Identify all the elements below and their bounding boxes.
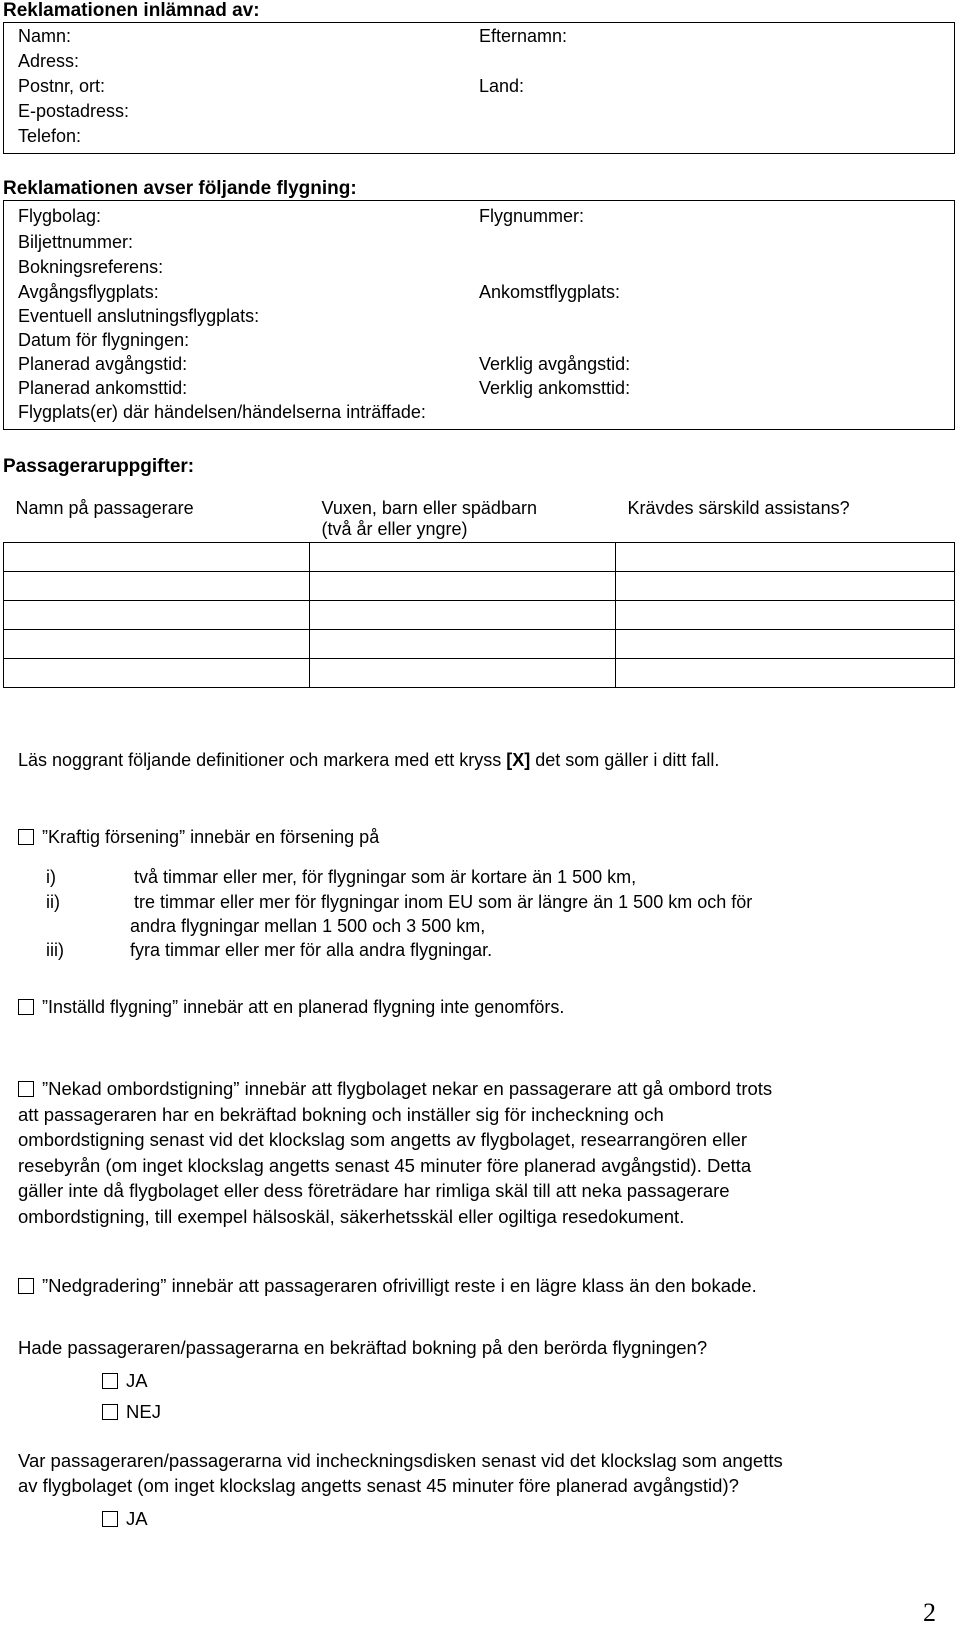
instructions-post: det som gäller i ditt fall. bbox=[530, 750, 720, 770]
delay-item-iii bbox=[46, 940, 492, 961]
complainant-heading: Reklamationen inlämnad av: bbox=[3, 0, 260, 21]
denied-definition bbox=[18, 1076, 953, 1230]
delay-checkbox[interactable] bbox=[18, 829, 34, 845]
country-label: Land: bbox=[479, 76, 525, 96]
q1-yes-label: JA bbox=[126, 1370, 148, 1391]
cancelled-rest: innebär att en planerad flygning inte genomförs. bbox=[178, 997, 565, 1017]
instructions-mark: [X] bbox=[506, 750, 531, 770]
cell-name[interactable] bbox=[4, 572, 310, 601]
q2-question-line1: Var passageraren/passagerarna vid incheckningsdisken senast vid det klockslag som angetts bbox=[18, 1450, 783, 1471]
cell-assist[interactable] bbox=[616, 543, 955, 572]
denied-line: att passageraren har en bekräftad bokning och inställer sig för incheckning och bbox=[18, 1103, 664, 1125]
address-label: Adress: bbox=[18, 51, 80, 71]
cell-name[interactable] bbox=[4, 659, 310, 688]
departure-airport-label: Avgångsflygplats: bbox=[18, 282, 159, 302]
q1-yes-option bbox=[102, 1370, 148, 1392]
email-label: E-postadress: bbox=[18, 101, 130, 121]
surname-label: Efternamn: bbox=[479, 26, 568, 46]
q2-yes-option bbox=[102, 1508, 148, 1530]
denied-line: ombordstigning, till exempel hälsoskäl, säkerhetsskäl eller ogiltiga resedokument. bbox=[18, 1205, 685, 1227]
q2-yes-label: JA bbox=[126, 1508, 148, 1529]
table-row bbox=[4, 601, 955, 630]
q1-no-checkbox[interactable] bbox=[102, 1404, 118, 1420]
downgrade-term: ”Nedgradering” bbox=[42, 1275, 167, 1296]
cell-name[interactable] bbox=[4, 630, 310, 659]
actual-departure-label: Verklig avgångstid: bbox=[479, 354, 631, 374]
cell-assist[interactable] bbox=[616, 601, 955, 630]
cell-type[interactable] bbox=[310, 630, 616, 659]
denied-line: gäller inte då flygbolaget eller dess företrädare har rimliga skäl till att neka passagerare bbox=[18, 1180, 730, 1202]
booking-ref-label: Bokningsreferens: bbox=[18, 257, 164, 277]
cell-type[interactable] bbox=[310, 659, 616, 688]
postal-label: Postnr, ort: bbox=[18, 76, 106, 96]
passenger-table bbox=[3, 496, 955, 688]
table-row bbox=[4, 543, 955, 572]
flight-heading: Reklamationen avser följande flygning: bbox=[3, 178, 357, 199]
phone-label: Telefon: bbox=[18, 126, 82, 146]
table-row bbox=[4, 630, 955, 659]
cell-type[interactable] bbox=[310, 572, 616, 601]
denied-line: resebyrån (om inget klockslag angetts senast 45 minuter före planerad avgångstid). Detta bbox=[18, 1154, 752, 1176]
denied-term: ”Nekad ombordstigning” bbox=[42, 1078, 240, 1099]
q1-question: Hade passageraren/passagerarna en bekräftad bokning på den berörda flygningen? bbox=[18, 1337, 708, 1358]
flight-number-label: Flygnummer: bbox=[479, 206, 585, 226]
denied-checkbox[interactable] bbox=[18, 1081, 34, 1097]
cell-assist[interactable] bbox=[616, 630, 955, 659]
date-label: Datum för flygningen: bbox=[18, 330, 190, 350]
name-label: Namn: bbox=[18, 26, 72, 46]
delay-item-num: ii) bbox=[46, 892, 60, 912]
q2-yes-checkbox[interactable] bbox=[102, 1511, 118, 1527]
cell-assist[interactable] bbox=[616, 659, 955, 688]
delay-rest: innebär en försening på bbox=[185, 827, 380, 847]
q1-yes-checkbox[interactable] bbox=[102, 1373, 118, 1389]
denied-line: ombordstigning senast vid det klockslag som angetts av flygbolaget, researrangören eller bbox=[18, 1129, 748, 1151]
connection-airport-label: Eventuell anslutningsflygplats: bbox=[18, 306, 260, 326]
col-assist-header bbox=[616, 496, 955, 543]
denied-rest: innebär att flygbolaget nekar en passagerare att gå ombord trots bbox=[239, 1078, 773, 1099]
delay-item-num: i) bbox=[46, 867, 56, 887]
col-type-header bbox=[310, 496, 616, 543]
denied-line-1 bbox=[18, 1076, 953, 1102]
planned-arrival-label: Planerad ankomsttid: bbox=[18, 378, 188, 398]
actual-arrival-label: Verklig ankomsttid: bbox=[479, 378, 631, 398]
delay-item-text: andra flygningar mellan 1 500 och 3 500 km, bbox=[130, 916, 486, 936]
passenger-table-header bbox=[4, 496, 955, 543]
table-row bbox=[4, 659, 955, 688]
q1-no-label: NEJ bbox=[126, 1401, 161, 1422]
delay-definition bbox=[18, 827, 379, 848]
cell-name[interactable] bbox=[4, 601, 310, 630]
airline-label: Flygbolag: bbox=[18, 206, 102, 226]
table-row bbox=[4, 572, 955, 601]
col-name-text: Namn på passagerare bbox=[15, 498, 194, 518]
cell-name[interactable] bbox=[4, 543, 310, 572]
col-type-line2: (två år eller yngre) bbox=[321, 519, 468, 539]
col-type-line1: Vuxen, barn eller spädbarn bbox=[321, 498, 537, 518]
incident-airports-label: Flygplats(er) där händelsen/händelserna inträffade: bbox=[18, 402, 426, 422]
arrival-airport-label: Ankomstflygplats: bbox=[479, 282, 621, 302]
downgrade-definition bbox=[18, 1275, 757, 1297]
delay-item-ii-cont bbox=[46, 916, 485, 937]
cancelled-term: ”Inställd flygning” bbox=[42, 997, 179, 1017]
downgrade-checkbox[interactable] bbox=[18, 1278, 34, 1294]
cell-assist[interactable] bbox=[616, 572, 955, 601]
cell-type[interactable] bbox=[310, 601, 616, 630]
page-number: 2 bbox=[923, 1598, 936, 1627]
passengers-heading: Passageraruppgifter: bbox=[3, 456, 195, 477]
cancelled-checkbox[interactable] bbox=[18, 999, 34, 1015]
q1-no-option bbox=[102, 1401, 161, 1423]
col-name-header bbox=[4, 496, 310, 543]
delay-item-text: två timmar eller mer, för flygningar som är kortare än 1 500 km, bbox=[134, 867, 637, 887]
instructions bbox=[18, 750, 719, 771]
cell-type[interactable] bbox=[310, 543, 616, 572]
delay-item-i bbox=[46, 867, 636, 888]
ticket-number-label: Biljettnummer: bbox=[18, 232, 134, 252]
delay-item-text: fyra timmar eller mer för alla andra flygningar. bbox=[130, 940, 493, 960]
downgrade-rest: innebär att passageraren ofrivilligt reste i en lägre klass än den bokade. bbox=[166, 1275, 757, 1296]
cancelled-definition bbox=[18, 997, 564, 1018]
delay-item-ii bbox=[46, 892, 752, 913]
delay-item-text: tre timmar eller mer för flygningar inom EU som är längre än 1 500 km och för bbox=[134, 892, 753, 912]
delay-term: ”Kraftig försening” bbox=[42, 827, 186, 847]
planned-departure-label: Planerad avgångstid: bbox=[18, 354, 188, 374]
col-assist-text: Krävdes särskild assistans? bbox=[627, 498, 850, 518]
q2-question-line2: av flygbolaget (om inget klockslag angetts senast 45 minuter före planerad avgångstid)? bbox=[18, 1475, 739, 1496]
delay-item-num: iii) bbox=[46, 940, 64, 960]
instructions-pre: Läs noggrant följande definitioner och markera med ett kryss bbox=[18, 750, 507, 770]
